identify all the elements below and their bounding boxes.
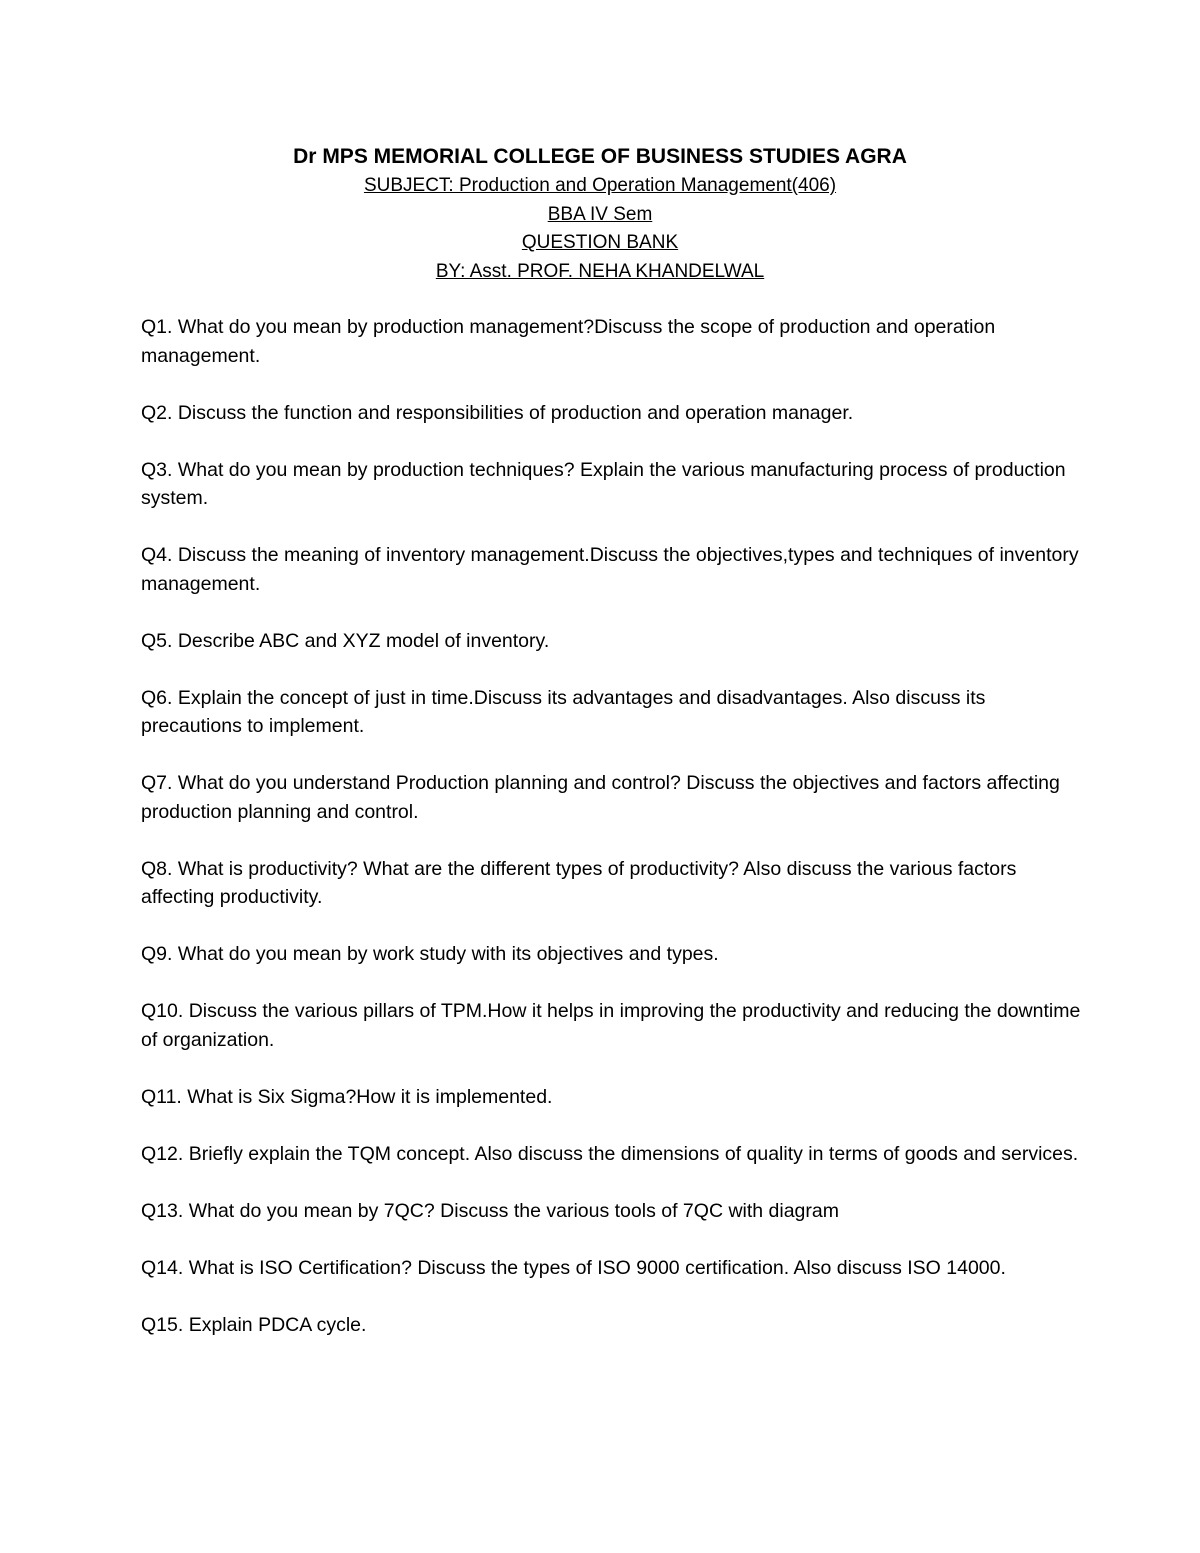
question-item: Q7. What do you understand Production planning and control? Discuss the objectives and factors affecting production planning and control. <box>141 772 1060 823</box>
question-item: Q14. What is ISO Certification? Discuss the types of ISO 9000 certification. Also discuss ISO 14000. <box>141 1256 1006 1279</box>
college-name: Dr MPS MEMORIAL COLLEGE OF BUSINESS STUDIES AGRA <box>293 145 907 168</box>
question-item: Q10. Discuss the various pillars of TPM.How it helps in improving the productivity and reducing the downtime of organization. <box>141 1000 1081 1051</box>
document-type: QUESTION BANK <box>521 232 679 253</box>
question-list <box>141 313 1081 1368</box>
question-item: Q6. Explain the concept of just in time.Discuss its advantages and disadvantages. Also discuss its precautions to implement. <box>141 686 986 737</box>
question-item: Q4. Discuss the meaning of inventory management.Discuss the objectives,types and techniques of inventory management. <box>141 544 1079 595</box>
question-item: Q11. What is Six Sigma?How it is implemented. <box>141 1085 553 1108</box>
question-item: Q15. Explain PDCA cycle. <box>141 1313 367 1336</box>
question-item: Q13. What do you mean by 7QC? Discuss the various tools of 7QC with diagram <box>141 1199 839 1222</box>
question-item: Q2. Discuss the function and responsibilities of production and operation manager. <box>141 401 854 424</box>
semester-line: BBA IV Sem <box>547 203 653 225</box>
question-item: Q8. What is productivity? What are the different types of productivity? Also discuss the various factors affecting productivity. <box>141 857 1017 908</box>
question-item: Q1. What do you mean by production management?Discuss the scope of production and operation management. <box>141 316 996 367</box>
question-item: Q3. What do you mean by production techniques? Explain the various manufacturing process of production system. <box>141 458 1066 509</box>
question-item: Q9. What do you mean by work study with its objectives and types. <box>141 943 719 965</box>
author-line: BY: Asst. PROF. NEHA KHANDELWAL <box>435 260 765 282</box>
question-item: Q12. Briefly explain the TQM concept. Also discuss the dimensions of quality in terms of goods and services. <box>141 1142 1079 1165</box>
question-item: Q5. Describe ABC and XYZ model of inventory. <box>141 629 550 652</box>
subject-line: SUBJECT: Production and Operation Management(406) <box>363 175 837 196</box>
document-header <box>0 142 1200 286</box>
